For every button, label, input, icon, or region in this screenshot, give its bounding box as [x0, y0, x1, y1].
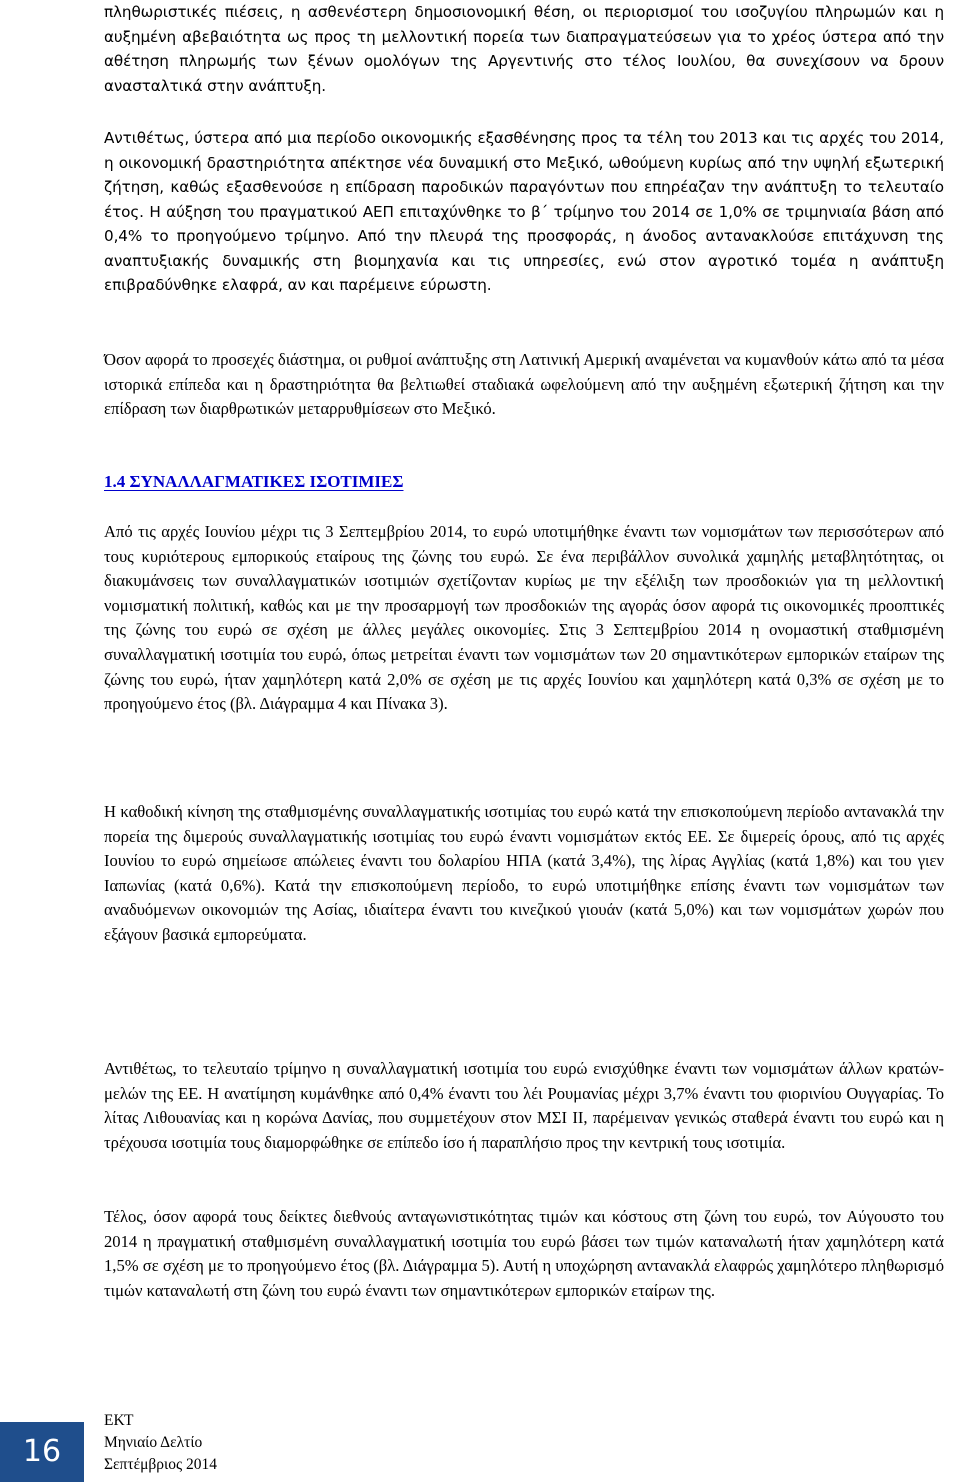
footer-date: Σεπτέμβριος 2014 [104, 1456, 217, 1473]
paragraph-competitiveness: Τέλος, όσον αφορά τους δείκτες διεθνούς ανταγωνιστικότητας τιμών και κόστους στη ζώνη του ευρώ, τον Αύγουστο του 2014 η πραγματική σταθμισμένη συναλλαγματική ισοτιμία του ευρώ βάσει των τιμών καταναλωτή ήταν χαμηλότερη κατά 1,5% σε σχέση με το προηγούμενο έτος (βλ. Διάγραμμα 5). Αυτή η υποχώρηση αντανακλά ελαφρώς χαμηλότερο πληθωρισμό τιμών καταναλωτή στη ζώνη του ευρώ έναντι των σημαντικότερων εμπορικών εταίρων της. [104, 1207, 944, 1300]
footer-publisher: ΕΚΤ [104, 1412, 134, 1429]
page-number: 16 [22, 1434, 62, 1469]
paragraph-bilateral-rates: Η καθοδική κίνηση της σταθμισμένης συναλλαγματικής ισοτιμίας του ευρώ κατά την επισκοπούμενη περίοδο αντανακλά την πορεία της διμερούς συναλλαγματικής ισοτιμίας του ευρώ έναντι νομισμάτων εκτός ΕΕ. Σε διμερείς όρους, από τις αρχές Ιουνίου το ευρώ σημείωσε απώλειες έναντι του δολαρίου ΗΠΑ (κατά 3,4%), της λίρας Αγγλίας (κατά 1,8%) και του γιεν Ιαπωνίας (κατά 0,6%). Κατά την επισκοπούμενη περίοδο, το ευρώ υποτιμήθηκε επίσης έναντι των νομισμάτων των αναδυόμενων οικονομιών της Ασίας, ιδιαίτερα έναντι του κινεζικού γιουάν (κατά 5,0%) και των νομισμάτων χωρών που εξάγουν βασικά εμπορεύματα. [104, 802, 944, 944]
paragraph-latin-america-continuation: πληθωριστικές πιέσεις, η ασθενέστερη δημοσιονομική θέση, οι περιορισμοί του ισοζυγίου πληρωμών και η αυξημένη αβεβαιότητα ως προς τη μελλοντική πορεία των διαπραγματεύσεων για το χρέος ύστερα από την αθέτηση πληρωμής των ξένων ομολόγων της Αργεντινής στο τέλος Ιουλίου, θα συνεχίσουν να δρουν ανασταλτικά στην ανάπτυξη. [104, 3, 944, 95]
paragraph-latin-america-outlook: Όσον αφορά το προσεχές διάστημα, οι ρυθμοί ανάπτυξης στη Λατινική Αμερική αναμένεται να κυμανθούν κάτω από τα μέσα ιστορικά επίπεδα και η δραστηριότητα θα βελτιωθεί σταδιακά ωφελούμενη από την αυξημένη εξωτερική ζήτηση και την επίδραση των διαρθρωτικών μεταρρυθμίσεων στο Μεξικό. [104, 350, 944, 419]
footer-info [104, 1410, 217, 1476]
section-heading: 1.4 ΣΥΝΑΛΛΑΓΜΑΤΙΚΕΣ ΙΣΟΤΙΜΙΕΣ [104, 472, 404, 491]
paragraph-mexico-activity: Αντιθέτως, ύστερα από μια περίοδο οικονομικής εξασθένησης προς τα τέλη του 2013 και τις αρχές του 2014, η οικονομική δραστηριότητα απέκτησε νέα δυναμική στο Μεξικό, ωθούμενη κυρίως από την υψηλή εξωτερική ζήτηση, καθώς εξασθενούσε η επίδραση παροδικών παραγόντων που επηρέαζαν την ανάπτυξη το τελευταίο έτος. Η αύξηση του πραγματικού ΑΕΠ επιταχύνθηκε το β΄ τρίμηνο του 2014 σε 1,0% σε τριμηνιαία βάση από 0,4% το προηγούμενο τρίμηνο. Από την πλευρά της προσφοράς, η άνοδος αντανακλούσε επιτάχυνση της αναπτυξιακής δυναμικής στη βιομηχανία και τις υπηρεσίες, ενώ στον αγροτικό τομέα η ανάπτυξη επιβραδύνθηκε ελαφρά, αν και παρέμεινε εύρωστη. [104, 129, 944, 294]
page-number-box [0, 1422, 84, 1482]
paragraph-euro-depreciation: Από τις αρχές Ιουνίου μέχρι τις 3 Σεπτεμβρίου 2014, το ευρώ υποτιμήθηκε έναντι των νομισμάτων των περισσότερων από τους κυριότερους εμπορικούς εταίρους της ζώνης του ευρώ. Σε ένα περιβάλλον συνολικά χαμηλής μεταβλητότητας, οι διακυμάνσεις των συναλλαγματικών ισοτιμιών σχετίζονταν κυρίως με την εξέλιξη των προσδοκιών για τη μελλοντική νομισματική πολιτική, καθώς και με την προσαρμογή των προσδοκιών της αγοράς όσον αφορά τις οικονομικές προοπτικές της ζώνης του ευρώ σε σχέση με άλλες μεγάλες οικονομίες. Στις 3 Σεπτεμβρίου 2014 η ονομαστική σταθμισμένη συναλλαγματική ισοτιμία του ευρώ, όπως μετρείται έναντι των νομισμάτων των 20 σημαντικότερων εμπορικών εταίρων της ζώνης του ευρώ, ήταν χαμηλότερη κατά 2,0% σε σχέση με τις αρχές Ιουνίου και χαμηλότερη κατά 0,3% σε σχέση με το προηγούμενο έτος (βλ. Διάγραμμα 4 και Πίνακα 3). [104, 522, 944, 714]
paragraph-eu-currencies: Αντιθέτως, το τελευταίο τρίμηνο η συναλλαγματική ισοτιμία του ευρώ ενισχύθηκε έναντι των νομισμάτων άλλων κρατών-μελών της ΕΕ. Η ανατίμηση κυμάνθηκε από 0,4% έναντι του λέι Ρουμανίας μέχρι 3,7% έναντι του φιορινίου Ουγγαρίας. Το λίτας Λιθουανίας και η κορώνα Δανίας, που συμμετέχουν στον ΜΣΙ ΙΙ, παρέμειναν γενικώς σταθερά έναντι του ευρώ και η τρέχουσα ισοτιμία τους διαμορφώθηκε σε επίπεδο ίσο ή παραπλήσιο προς την κεντρική τους ισοτιμία. [104, 1059, 944, 1152]
footer-publication: Μηνιαίο Δελτίο [104, 1434, 203, 1451]
